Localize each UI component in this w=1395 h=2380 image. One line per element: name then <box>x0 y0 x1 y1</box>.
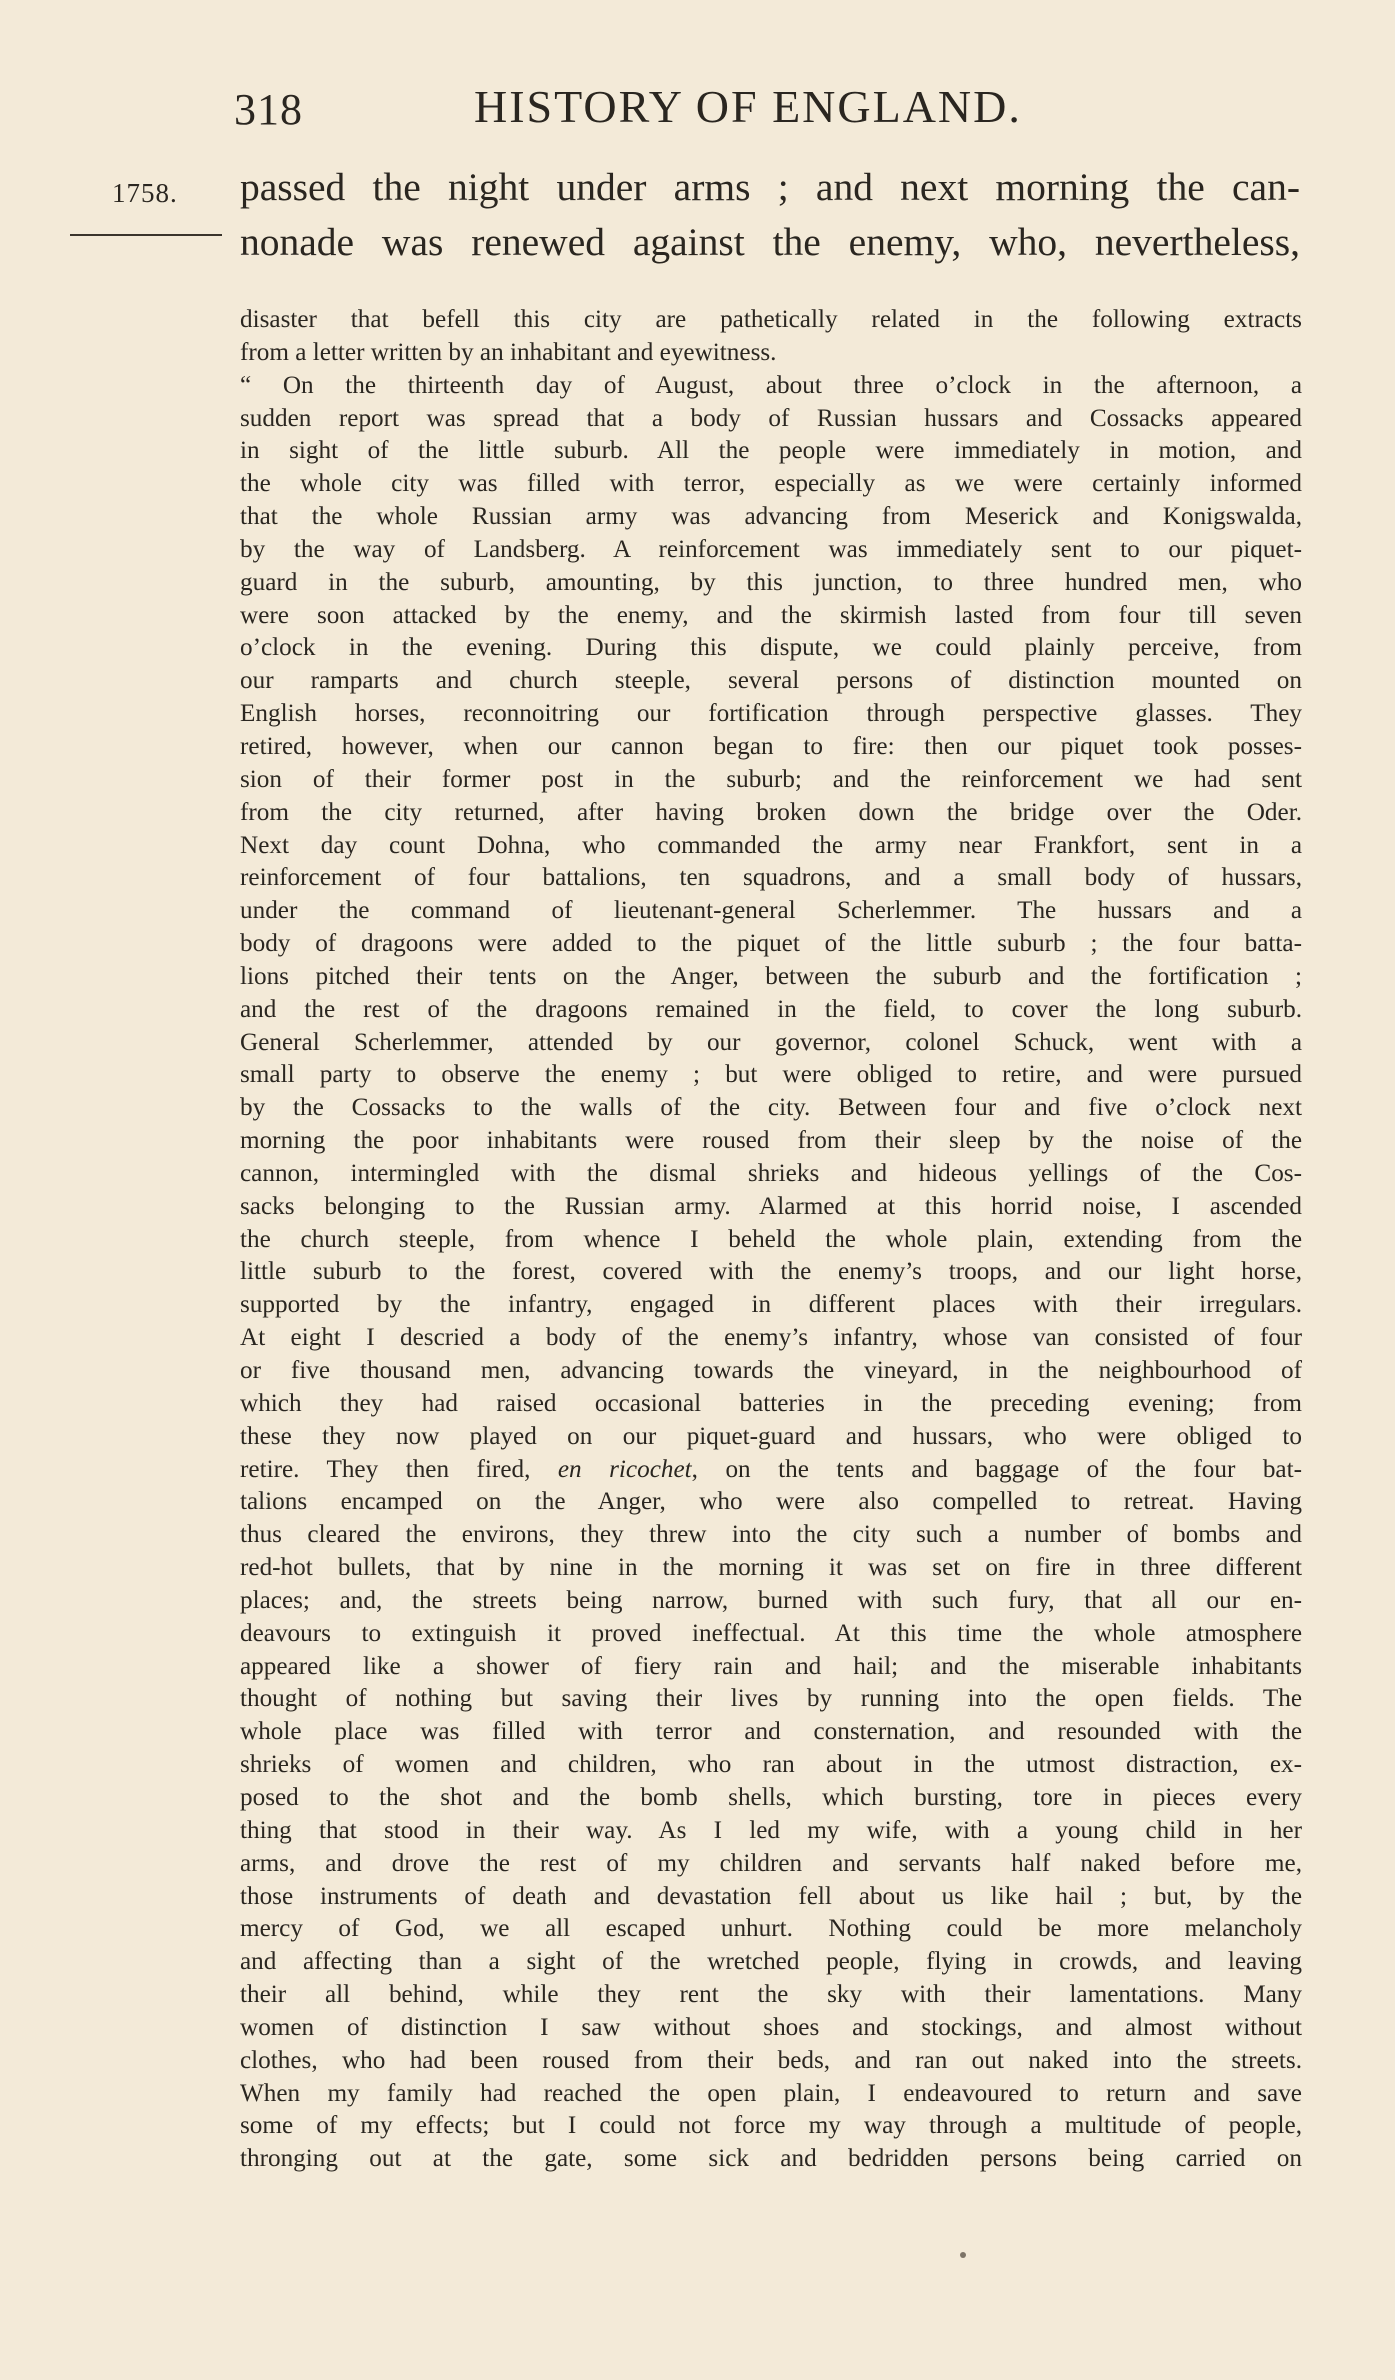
body-line: “ On the thirteenth day of August, about three o’clock in the afternoon, a <box>240 371 1302 399</box>
body-line: and affecting than a sight of the wretched people, flying in crowds, and leaving <box>240 1948 1302 1976</box>
body-line: retire. They then fired, en ricochet, on the tents and baggage of the four bat- <box>240 1455 1302 1483</box>
body-line: thought of nothing but saving their lives by running into the open fields. The <box>240 1685 1302 1713</box>
body-line: cannon, intermingled with the dismal shrieks and hideous yellings of the Cos- <box>240 1159 1302 1187</box>
body-line: the church steeple, from whence I beheld the whole plain, extending from the <box>240 1225 1302 1253</box>
body-line: sacks belonging to the Russian army. Alarmed at this horrid noise, I ascended <box>240 1192 1302 1220</box>
body-line: from a letter written by an inhabitant and eyewitness. <box>240 338 777 366</box>
letter-extract <box>240 304 1302 2176</box>
lead-paragraph <box>240 160 1300 270</box>
body-line: women of distinction I saw without shoes and stockings, and almost without <box>240 2013 1302 2041</box>
body-line: talions encamped on the Anger, who were also compelled to retreat. Having <box>240 1488 1302 1516</box>
body-line: Next day count Dohna, who commanded the army near Frankfort, sent in a <box>240 831 1302 859</box>
body-line: thus cleared the environs, they threw into the city such a number of bombs and <box>240 1521 1302 1549</box>
body-line: guard in the suburb, amounting, by this junction, to three hundred men, who <box>240 568 1302 596</box>
body-line: lions pitched their tents on the Anger, between the suburb and the fortification ; <box>240 962 1302 990</box>
body-line: these they now played on our piquet-guard and hussars, who were obliged to <box>240 1422 1302 1450</box>
body-line: were soon attacked by the enemy, and the skirmish lasted from four till seven <box>240 601 1302 629</box>
lead-line: nonade was renewed against the enemy, who, nevertheless, <box>240 220 1300 264</box>
body-line: in sight of the little suburb. All the people were immediately in motion, and <box>240 437 1302 465</box>
body-line: small party to observe the enemy ; but were obliged to retire, and were pursued <box>240 1061 1302 1089</box>
body-line: little suburb to the forest, covered with the enemy’s troops, and our light horse, <box>240 1258 1302 1286</box>
body-line: appeared like a shower of fiery rain and hail; and the miserable inhabitants <box>240 1652 1302 1680</box>
body-line: which they had raised occasional batteries in the preceding evening; from <box>240 1389 1302 1417</box>
body-line: arms, and drove the rest of my children and servants half naked before me, <box>240 1849 1302 1877</box>
italic-phrase: en ricochet <box>557 1455 692 1483</box>
body-line: reinforcement of four battalions, ten squadrons, and a small body of hussars, <box>240 864 1302 892</box>
body-line: retired, however, when our cannon began to fire: then our piquet took posses- <box>240 732 1302 760</box>
body-line: mercy of God, we all escaped unhurt. Nothing could be more melancholy <box>240 1915 1302 1943</box>
page-header <box>0 70 1395 140</box>
body-line: whole place was filled with terror and consternation, and resounded with the <box>240 1718 1302 1746</box>
lead-line: passed the night under arms ; and next morning the can- <box>240 165 1300 209</box>
body-line: the whole city was filled with terror, especially as we were certainly informed <box>240 470 1302 498</box>
body-line: body of dragoons were added to the piquet of the little suburb ; the four batta- <box>240 930 1302 958</box>
body-line: o’clock in the evening. During this dispute, we could plainly perceive, from <box>240 634 1302 662</box>
running-title: HISTORY OF ENGLAND. <box>474 81 1022 132</box>
body-line: deavours to extinguish it proved ineffectual. At this time the whole atmosphere <box>240 1619 1302 1647</box>
margin-rule <box>70 234 222 236</box>
body-line: their all behind, while they rent the sky with their lamentations. Many <box>240 1981 1302 2009</box>
body-line: English horses, reconnoitring our fortification through perspective glasses. They <box>240 700 1302 728</box>
body-line: sudden report was spread that a body of Russian hussars and Cossacks appeared <box>240 404 1302 432</box>
body-line: sion of their former post in the suburb; and the reinforcement we had sent <box>240 765 1302 793</box>
body-line: morning the poor inhabitants were roused from their sleep by the noise of the <box>240 1127 1302 1155</box>
body-line: red-hot bullets, that by nine in the morning it was set on fire in three different <box>240 1554 1302 1582</box>
body-line: that the whole Russian army was advancing from Meserick and Konigswalda, <box>240 503 1302 531</box>
body-line: disaster that befell this city are pathetically related in the following extracts <box>240 306 1302 333</box>
print-speck <box>960 2252 966 2258</box>
body-line: posed to the shot and the bomb shells, which bursting, tore in pieces every <box>240 1783 1302 1811</box>
body-line: When my family had reached the open plain, I endeavoured to return and save <box>240 2079 1302 2107</box>
body-line: shrieks of women and children, who ran about in the utmost distraction, ex- <box>240 1751 1302 1779</box>
body-line: and the rest of the dragoons remained in the field, to cover the long suburb. <box>240 995 1302 1023</box>
body-line: some of my effects; but I could not force my way through a multitude of people, <box>240 2112 1302 2140</box>
body-line: thronging out at the gate, some sick and bedridden persons being carried on <box>240 2145 1302 2173</box>
body-line: places; and, the streets being narrow, burned with such fury, that all our en- <box>240 1586 1302 1614</box>
body-line: or five thousand men, advancing towards the vineyard, in the neighbourhood of <box>240 1357 1302 1384</box>
body-line: our ramparts and church steeple, several persons of distinction mounted on <box>240 667 1302 695</box>
body-line: by the way of Landsberg. A reinforcement was immediately sent to our piquet- <box>240 535 1302 563</box>
body-line: from the city returned, after having broken down the bridge over the Oder. <box>240 798 1302 826</box>
body-line: At eight I descried a body of the enemy’s infantry, whose van consisted of four <box>240 1324 1302 1352</box>
body-line: clothes, who had been roused from their beds, and ran out naked into the streets. <box>240 2046 1302 2074</box>
body-line: under the command of lieutenant-general Scherlemmer. The hussars and a <box>240 897 1302 925</box>
body-line: supported by the infantry, engaged in different places with their irregulars. <box>240 1291 1302 1319</box>
body-line: by the Cossacks to the walls of the city. Between four and five o’clock next <box>240 1094 1302 1122</box>
body-line: General Scherlemmer, attended by our governor, colonel Schuck, went with a <box>240 1028 1302 1056</box>
margin-year: 1758. <box>112 178 178 208</box>
body-line: those instruments of death and devastation fell about us like hail ; but, by the <box>240 1882 1302 1910</box>
page-number: 318 <box>234 85 303 134</box>
body-line: thing that stood in their way. As I led my wife, with a young child in her <box>240 1816 1302 1844</box>
